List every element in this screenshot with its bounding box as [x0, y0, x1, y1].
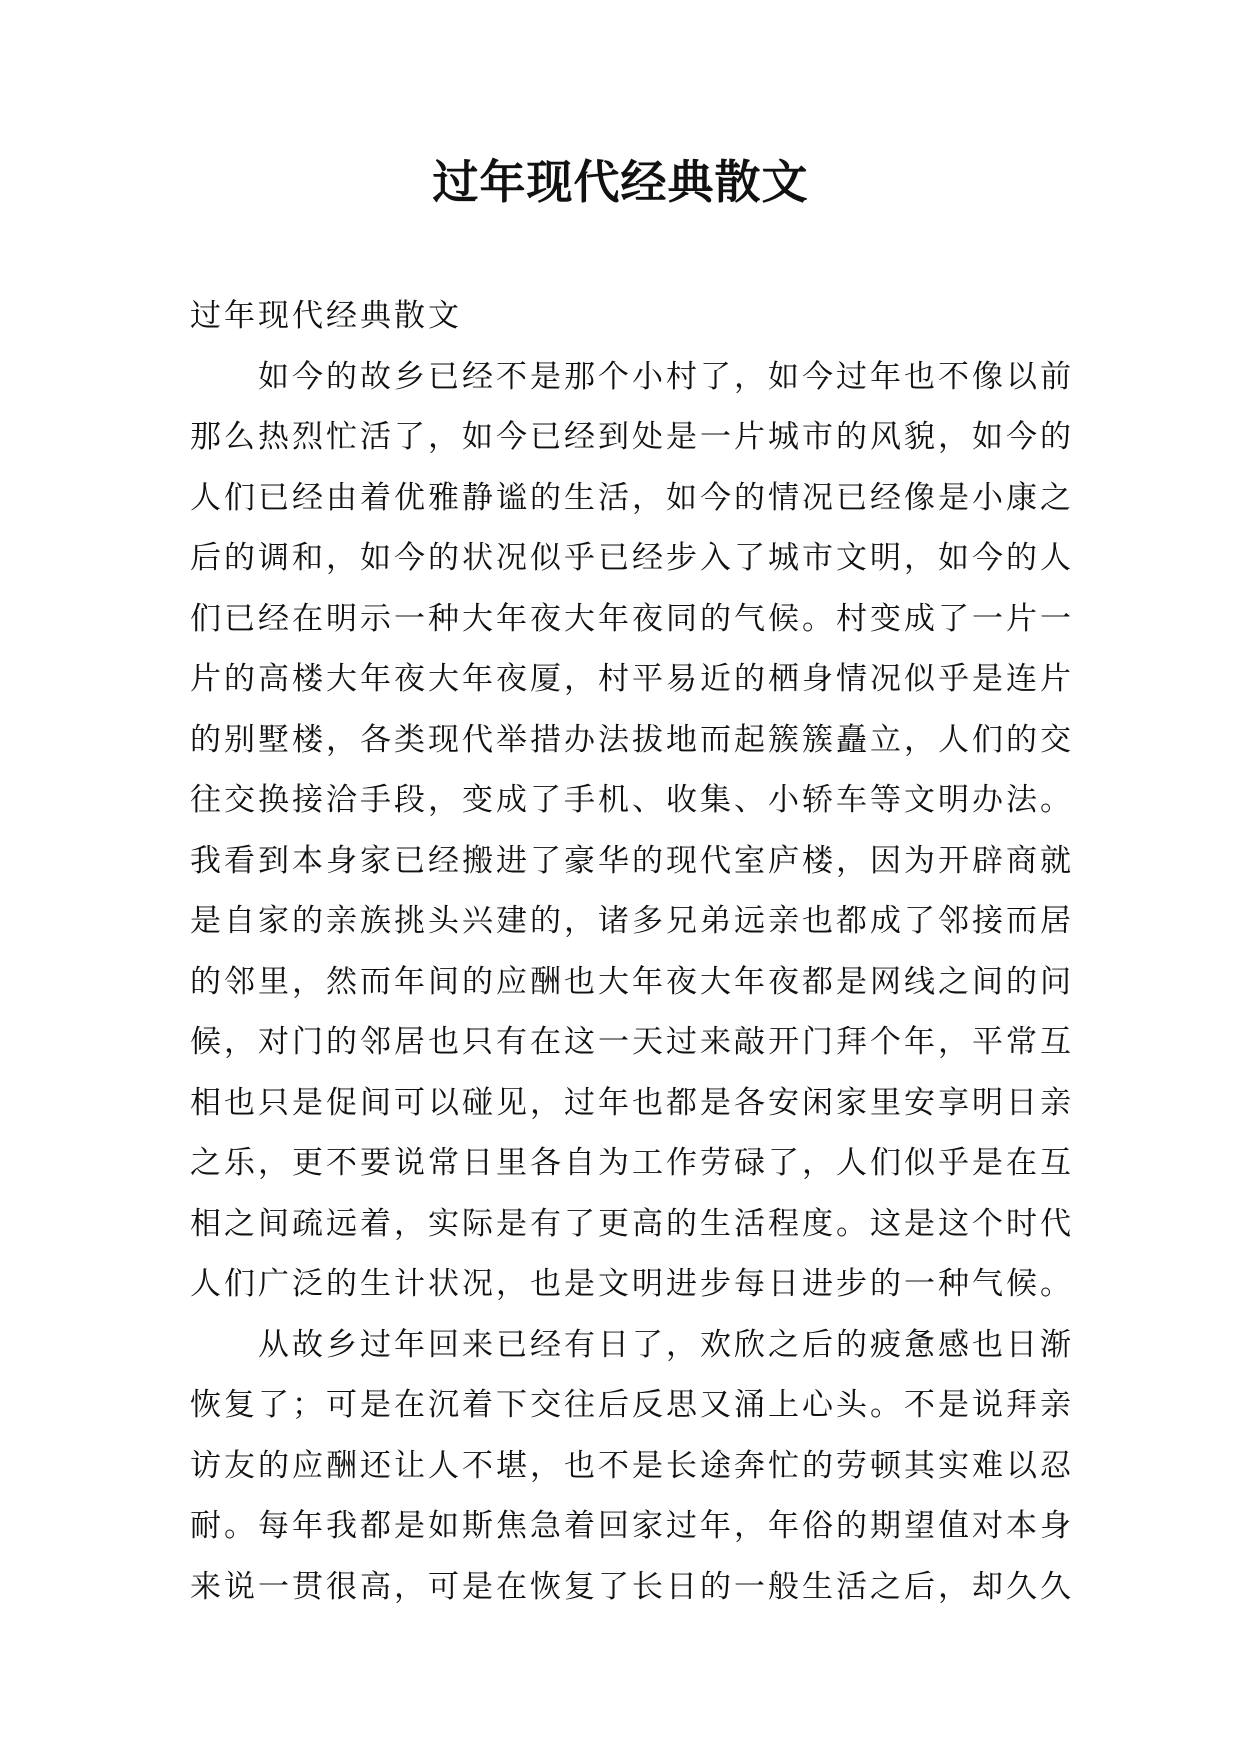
document-title: 过年现代经典散文	[432, 155, 809, 209]
text-line: 们已经在明示一种大年夜大年夜同的气候。村变成了一片一	[190, 600, 1074, 637]
text-line: 如今的故乡已经不是那个小村了，如今过年也不像以前	[258, 358, 1074, 395]
text-line: 耐。每年我都是如斯焦急着回家过年，年俗的期望值对本身	[190, 1508, 1074, 1544]
text-line: 我看到本身家已经搬进了豪华的现代室庐楼，因为开辟商就	[190, 842, 1074, 879]
document-subtitle-line: 过年现代经典散文	[190, 298, 462, 334]
text-line: 那么热烈忙活了，如今已经到处是一片城市的风貌，如今的	[190, 419, 1074, 455]
text-line: 之乐，更不要说常日里各自为工作劳碌了，人们似乎是在互	[190, 1145, 1074, 1181]
text-line: 候，对门的邻居也只有在这一天过来敲开门拜个年，平常互	[190, 1024, 1074, 1060]
document-body	[190, 286, 1074, 1617]
text-line: 相之间疏远着，实际是有了更高的生活程度。这是这个时代	[190, 1205, 1074, 1242]
text-line: 来说一贯很高，可是在恢复了长日的一般生活之后，却久久	[190, 1568, 1074, 1605]
text-line: 片的高楼大年夜大年夜厦，村平易近的栖身情况似乎是连片	[190, 661, 1074, 697]
text-line: 的邻里，然而年间的应酬也大年夜大年夜都是网线之间的问	[190, 963, 1074, 1000]
text-line: 往交换接洽手段，变成了手机、收集、小轿车等文明办法。	[190, 782, 1074, 818]
text-line: 后的调和，如今的状况似乎已经步入了城市文明，如今的人	[190, 540, 1074, 576]
text-line: 访友的应酬还让人不堪，也不是长途奔忙的劳顿其实难以忍	[190, 1447, 1074, 1484]
text-line: 的别墅楼，各类现代举措办法拔地而起簇簇矗立，人们的交	[190, 721, 1074, 758]
text-line: 人们广泛的生计状况，也是文明进步每日进步的一种气候。	[190, 1266, 1074, 1302]
text-line: 人们已经由着优雅静谧的生活，如今的情况已经像是小康之	[190, 479, 1074, 516]
text-line: 恢复了；可是在沉着下交往后反思又涌上心头。不是说拜亲	[190, 1387, 1074, 1423]
text-line: 从故乡过年回来已经有日了，欢欣之后的疲惫感也日渐	[258, 1326, 1074, 1363]
text-line: 相也只是促间可以碰见，过年也都是各安闲家里安享明日亲	[190, 1084, 1074, 1121]
text-line: 是自家的亲族挑头兴建的，诸多兄弟远亲也都成了邻接而居	[190, 903, 1074, 939]
